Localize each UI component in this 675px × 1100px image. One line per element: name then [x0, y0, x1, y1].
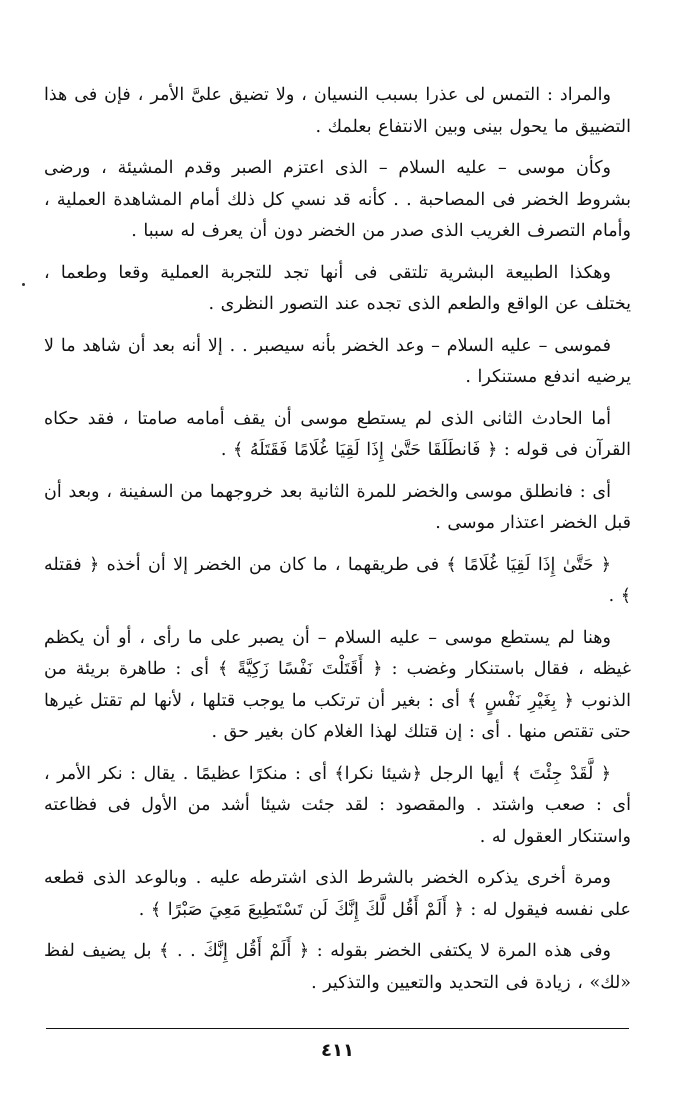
- paragraph-grave-thing: ﴿ لَّقَدْ جِئْتَ ﴾ أيها الرجل ﴿شيئا نكرا﴾ أى : منكرًا عظيمًا . يقال : نكر الأمر ، أى : صعب واشتد . والمقصود : لقد جئت شيئا أشد من الأول فى فظاعته واستنكار العقول له .: [44, 763, 631, 847]
- paragraph-moses-objection: وهنا لم يستطع موسى – عليه السلام – أن يصبر على ما رأى ، أو أن يكظم غيظه ، فقال باستنكار وغضب : ﴿ أَقَتَلْتَ نَفْسًا زَكِيَّةً ﴾ أى : طاهرة بريئة من الذنوب ﴿ بِغَيْرِ نَفْسٍ ﴾ أى : بغير أن ترتكب ما يوجب قتلها ، لأنها لم تقتل غيرها حتى تقتص منها . أى : إن قتلك لهذا الغلام كان بغير حق .: [44, 627, 631, 742]
- page-number: ٤١١: [321, 1040, 354, 1061]
- margin-mark: [22, 283, 25, 286]
- paragraph-moses-forgot: وكأن موسى – عليه السلام – الذى اعتزم الصبر وقدم المشيئة ، ورضى بشروط الخضر فى المصاحبة . . كأنه قد نسي كل ذلك أمام المشاهدة العملية ، وأمام التصرف الغريب الذى صدر من الخضر دون أن يعرف له سببا .: [44, 158, 631, 241]
- paragraph-explanation-departure: أى : فانطلق موسى والخضر للمرة الثانية بعد خروجهما من السفينة ، وبعد أن قبل الخضر اعتذار موسى .: [44, 481, 631, 533]
- book-page-body: [44, 80, 631, 1009]
- paragraph-added-word: وفى هذه المرة لا يكتفى الخضر بقوله : ﴿ أَلَمْ أَقُل إِنَّكَ . . ﴾ بل يضيف لفظ «لك» ، زيادة فى التحديد والتعيين والتذكير .: [44, 941, 631, 993]
- paragraph-khidr-reminder: ومرة أخرى يذكره الخضر بالشرط الذى اشترطه عليه . وبالوعد الذى قطعه على نفسه فيقول له : ﴿ أَلَمْ أَقُل لَّكَ إِنَّكَ لَن تَسْتَطِيعَ مَعِيَ صَبْرًا ﴾ .: [44, 868, 631, 920]
- paragraph-meaning-excuse: والمراد : التمس لى عذرا بسبب النسيان ، ولا تضيق علىَّ الأمر ، فإن فى هذا التضييق ما يحول بينى وبين الانتفاع بعلمك .: [44, 85, 631, 137]
- paragraph-moses-promise: فموسى – عليه السلام – وعد الخضر بأنه سيصبر . . إلا أنه بعد أن شاهد ما لا يرضيه اندفع مستنكرا .: [44, 335, 631, 387]
- footer-divider: [46, 1028, 629, 1029]
- paragraph-human-nature: وهكذا الطبيعة البشرية تلتقى فى أنها تجد للتجربة العملية وقعا وطعما ، يختلف عن الواقع والطعم الذى تجده عند التصور النظرى .: [44, 262, 631, 314]
- paragraph-second-incident: أما الحادث الثانى الذى لم يستطع موسى أن يقف أمامه صامتا ، فقد حكاه القرآن فى قوله : ﴿ فَانطَلَقَا حَتَّىٰ إِذَا لَقِيَا غُلَامًا فَقَتَلَهُ ﴾ .: [44, 408, 631, 460]
- paragraph-met-boy: ﴿ حَتَّىٰ إِذَا لَقِيَا غُلَامًا ﴾ فى طريقهما ، ما كان من الخضر إلا أن أخذه ﴿ فقتله ﴾ .: [44, 554, 631, 606]
